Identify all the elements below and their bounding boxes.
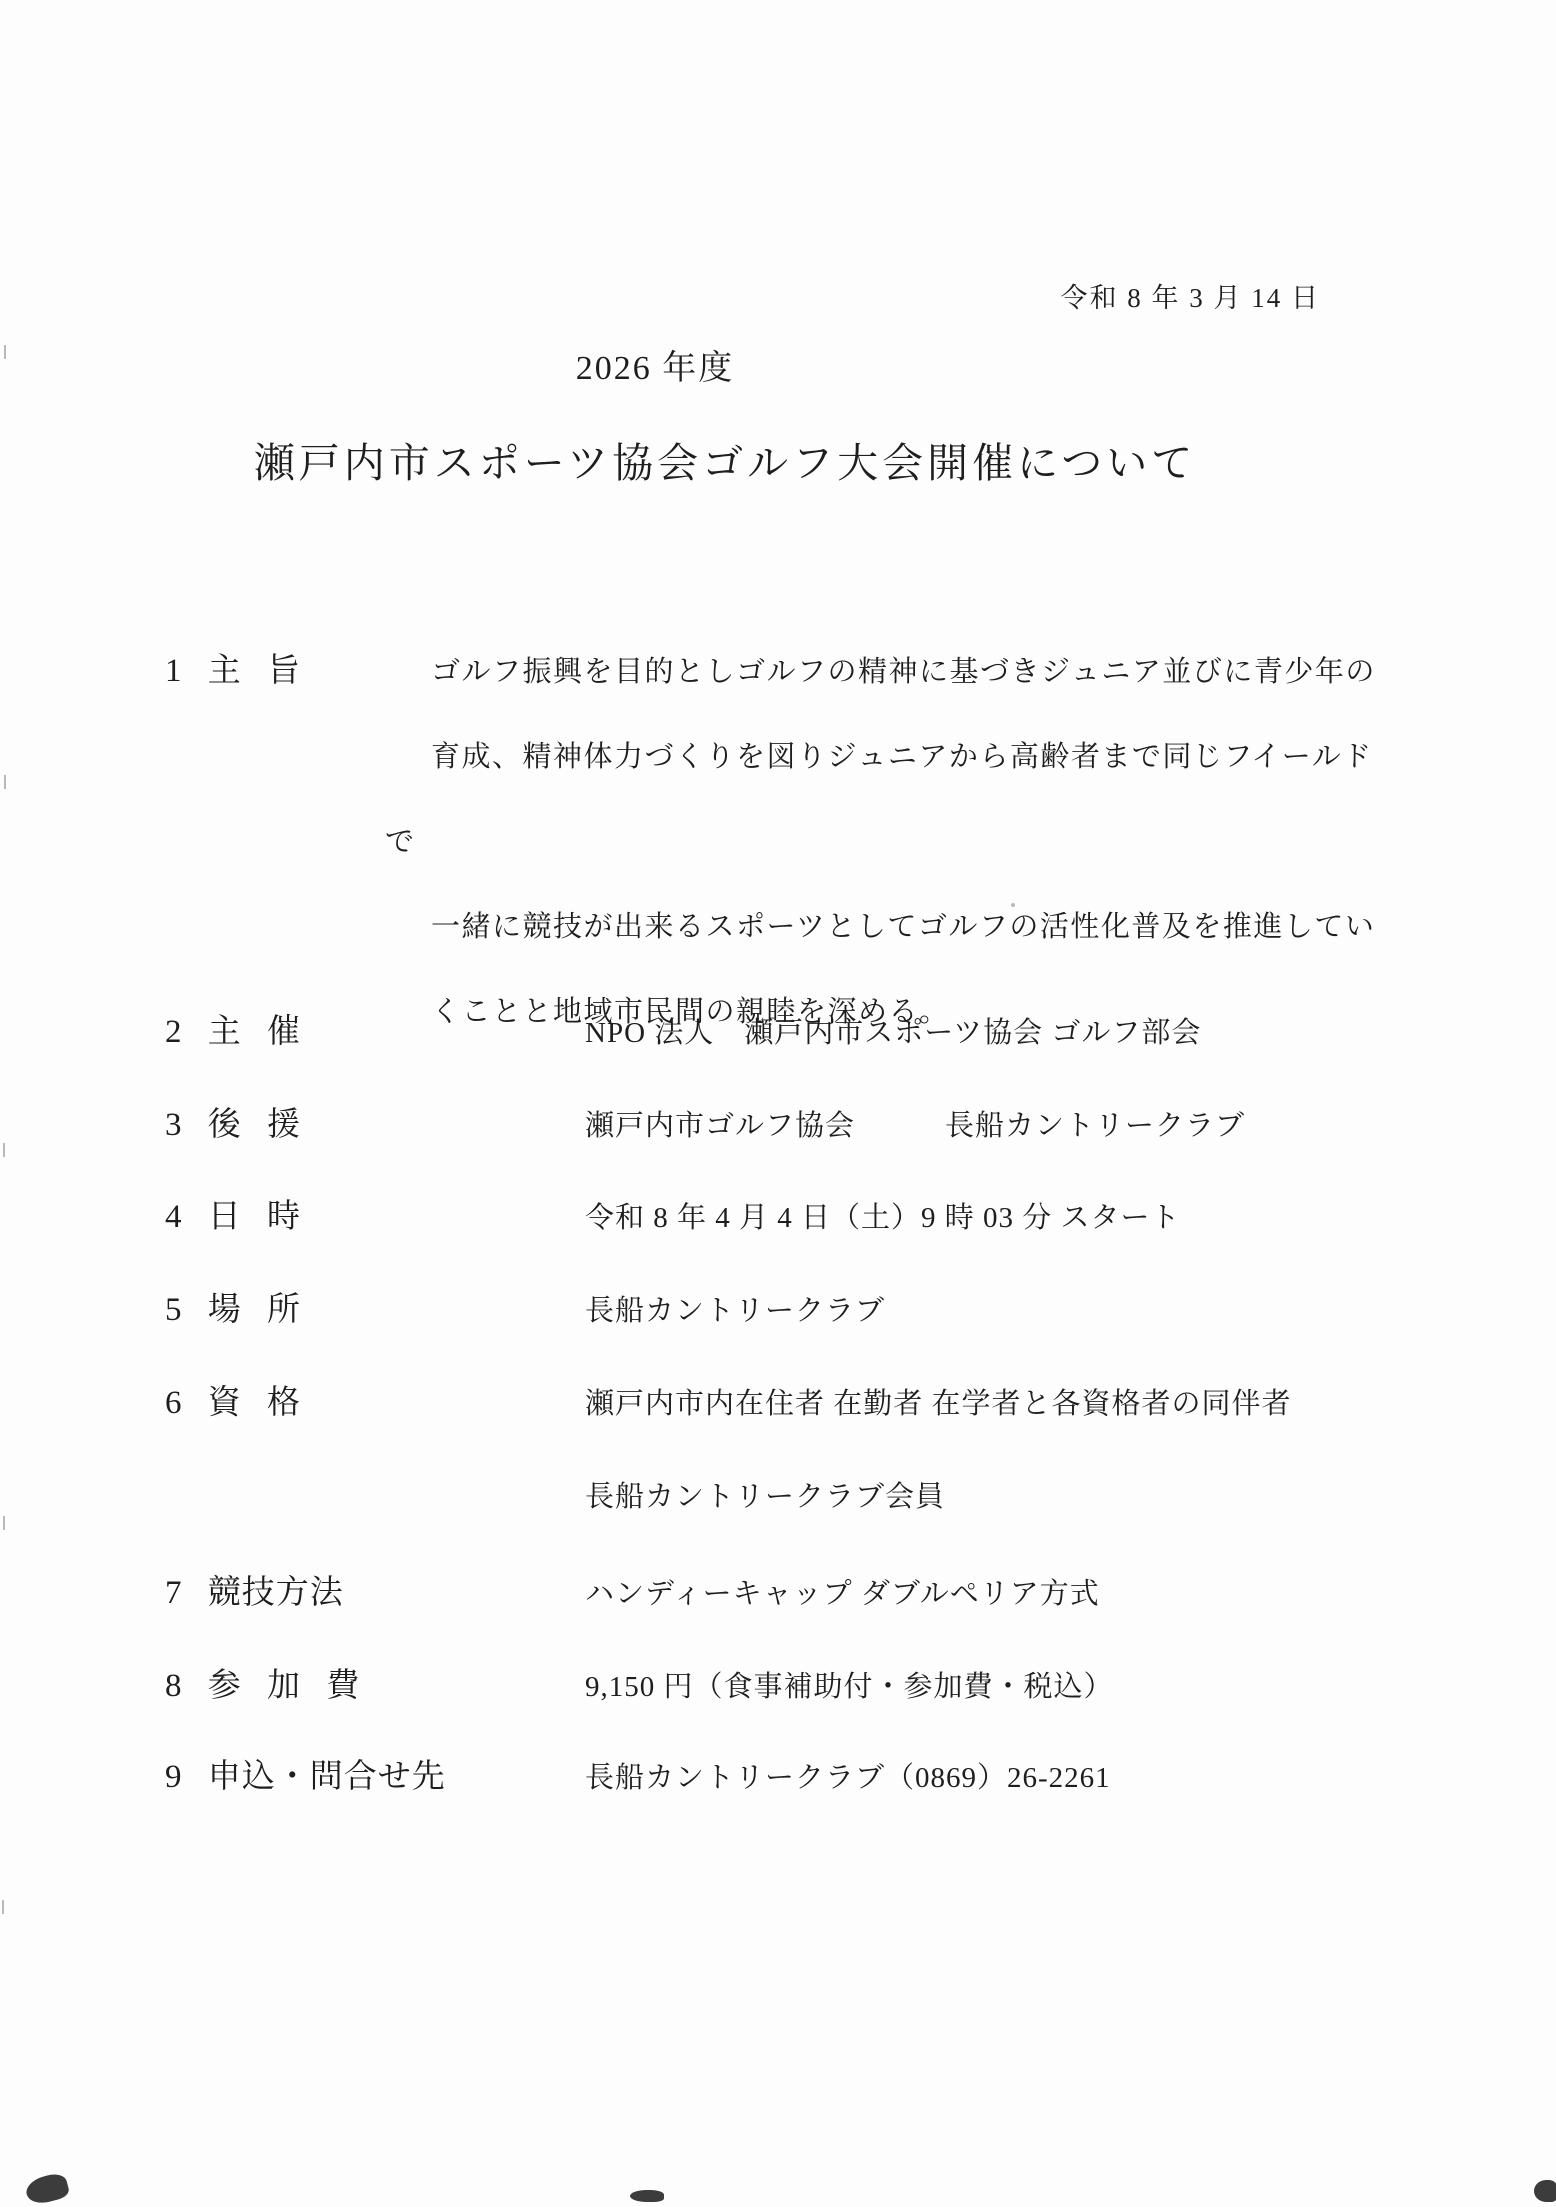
eligibility-line: 瀬戸内市内在住者 在勤者 在学者と各資格者の同伴者 (585, 1388, 1292, 1420)
document-date: 令和 8 年 3 月 14 日 (1060, 283, 1320, 313)
scan-artifact (630, 2190, 664, 2202)
scan-artifact (1011, 903, 1015, 907)
purpose-line: ゴルフ振興を目的としゴルフの精神に基づきジュニア並びに青少年の (431, 656, 1376, 688)
purpose-line: 一緒に競技が出来るスポーツとしてゴルフの活性化普及を推進してい (431, 911, 1376, 943)
item-value: 長船カントリークラブ（0869）26-2261 (585, 1762, 1111, 1794)
doc-item-datetime (165, 1190, 1535, 1237)
purpose-line: 育成、精神体力づくりを図りジュニアから高齢者まで同じフイールドで (385, 741, 1373, 858)
item-label: 3 後 援 (165, 1107, 301, 1143)
item-value: 長船カントリークラブ (585, 1295, 886, 1327)
item-value: NPO 法人 瀬戸内市スポーツ協会 ゴルフ部会 (585, 1017, 1202, 1049)
item-label: 4 日 時 (165, 1199, 301, 1235)
item-value: 瀬戸内市ゴルフ協会 長船カントリークラブ (585, 1110, 1246, 1142)
doc-item-contact (165, 1750, 1535, 1797)
item-label: 2 主 催 (165, 1014, 301, 1050)
item-label: 7 競技方法 (165, 1575, 344, 1611)
item-label: 9 申込・問合せ先 (165, 1759, 446, 1795)
title-fiscal-year: 2026 年度 (575, 350, 735, 387)
doc-item-purpose (165, 630, 1535, 1055)
scan-artifact (23, 2171, 70, 2207)
item-value: 令和 8 年 4 月 4 日（土）9 時 03 分 スタート (585, 1202, 1181, 1234)
doc-item-support (165, 1098, 1535, 1145)
scan-artifact (3, 1143, 5, 1157)
doc-item-method (165, 1566, 1535, 1613)
doc-item-eligibility (165, 1376, 1535, 1515)
purpose-paragraph (385, 630, 1385, 1055)
item-label: 8 参 加 費 (165, 1668, 361, 1704)
eligibility-line: 長船カントリークラブ会員 (585, 1481, 946, 1513)
item-value: ハンディーキャップ ダブルペリア方式 (585, 1578, 1100, 1610)
doc-item-fee (165, 1659, 1535, 1706)
page-title: 瀬戸内市スポーツ協会ゴルフ大会開催について (253, 440, 1197, 486)
doc-item-organizer (165, 1005, 1535, 1052)
scan-artifact (1534, 2180, 1556, 2202)
item-value (585, 1381, 1292, 1515)
scan-artifact (2, 1900, 4, 1914)
item-label: 1 主 旨 (165, 653, 301, 689)
item-label: 6 資 格 (165, 1385, 301, 1421)
scan-artifact (3, 1516, 5, 1530)
scan-artifact (4, 345, 6, 359)
doc-item-place (165, 1283, 1535, 1330)
item-label: 5 場 所 (165, 1292, 301, 1328)
item-value: 9,150 円（食事補助付・参加費・税込） (585, 1671, 1114, 1703)
purpose-line: くことと地域市民間の親睦を深める。 (431, 996, 950, 1028)
scan-artifact (4, 775, 6, 789)
